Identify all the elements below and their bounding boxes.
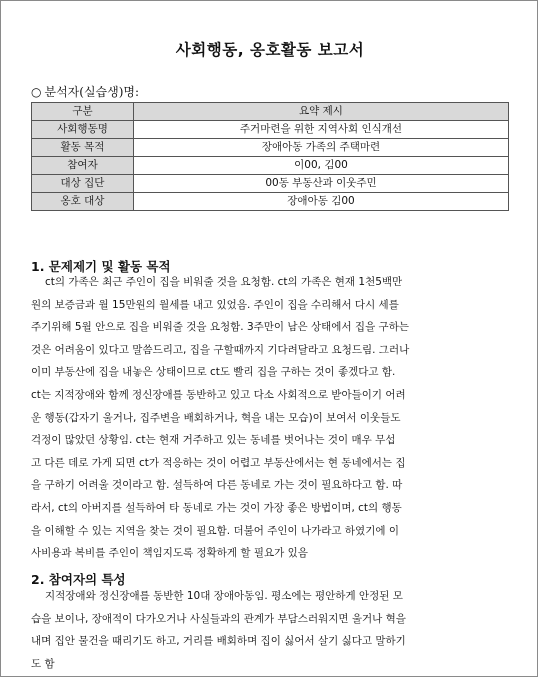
section-2-heading: 2. 참여자의 특성 — [31, 572, 126, 587]
row-label: 사회행동명 — [32, 121, 134, 139]
paragraph-line: ct는 지적장애와 함께 정신장애를 동반하고 있고 다소 사회적으로 받아들이기 어려 — [31, 388, 406, 401]
table-row — [32, 121, 509, 139]
table-row — [32, 175, 509, 193]
row-label: 옹호 대상 — [32, 193, 134, 211]
row-value: 이00, 김00 — [134, 157, 509, 175]
paragraph-line: ct의 가족은 최근 주인이 집을 비워줄 것을 요청함. ct의 가족은 현재 1천5백만 — [45, 276, 403, 288]
paragraph-line: 도 함 — [31, 657, 55, 670]
row-value: 주거마련을 위한 지역사회 인식개선 — [134, 121, 509, 139]
table-header-summary: 요약 제시 — [134, 103, 509, 121]
analyst-label: 분석자(실습생)명: — [44, 85, 140, 99]
section-1-body — [31, 271, 509, 565]
circle-bullet-icon: ○ — [31, 85, 42, 99]
row-label: 대상 집단 — [32, 175, 134, 193]
paragraph-line: 걱정이 많았던 상황임. ct는 현재 거주하고 있는 동네를 벗어나는 것이 매우 무섭 — [31, 434, 396, 447]
paragraph-line: 것은 어려움이 있다고 말씀드리고, 집을 구할때까지 기다려달라고 요청드림. 그러나 — [31, 343, 410, 356]
paragraph-line: 습을 보이나, 장애적이 다가오거나 사실들과의 관계가 부담스러워지면 울거나 혁을 — [31, 612, 406, 625]
paragraph-line: 라서, ct의 아버지를 설득하여 타 동네로 가는 것이 가장 좋은 방법이며, ct의 행동 — [31, 501, 402, 514]
table-header-category: 구분 — [32, 103, 134, 121]
table-row — [32, 139, 509, 157]
table-row — [32, 193, 509, 211]
section-2-body — [31, 585, 509, 675]
summary-table — [31, 102, 509, 211]
paragraph-line: 고 다른 데로 가게 되면 ct가 적응하는 것이 어렵고 부동산에서는 현 동네에서는 집 — [31, 456, 406, 469]
page-title: 사회행동, 옹호활동 보고서 — [175, 41, 365, 59]
table-header-row — [32, 103, 509, 121]
table-row — [32, 157, 509, 175]
row-label: 참여자 — [32, 157, 134, 175]
paragraph-line: 을 이해할 수 있는 지역을 찾는 것이 필요함. 더불어 주인이 나가라고 하였기에 이 — [31, 524, 399, 537]
paragraph-line: 주기위해 5월 안으로 집을 비워줄 것을 요청함. 3주만이 남은 상태에서 집을 구하는 — [31, 321, 409, 334]
paragraph-line: 이미 부동산에 집을 내놓은 상태이므로 ct도 빨리 집을 구하는 것이 좋겠다고 함. — [31, 366, 396, 379]
paragraph-line: 운 행동(갑자기 울거나, 집주변을 배회하거나, 혁을 내는 모습)이 보여서 이웃들도 — [31, 411, 401, 424]
row-value: 00동 부동산과 이웃주민 — [134, 175, 509, 193]
row-value: 장애아동 김00 — [134, 193, 509, 211]
paragraph-line: 내며 집안 물건을 때리기도 하고, 거리를 배회하며 집이 싫어서 살기 싫다고 말하기 — [31, 635, 406, 648]
paragraph-line: 원의 보증금과 월 15만원의 월세를 내고 있었음. 주인이 집을 수리해서 다시 세를 — [31, 298, 399, 311]
paragraph-line: 지적장애와 정신장애를 동반한 10대 장애아동임. 평소에는 평안하게 안정된 모 — [45, 590, 403, 602]
row-value: 장애아동 가족의 주택마련 — [134, 139, 509, 157]
row-label: 활동 목적 — [32, 139, 134, 157]
paragraph-line: 사비용과 복비를 주인이 책임지도록 정확하게 할 필요가 있음 — [31, 547, 308, 560]
analyst-line — [31, 83, 139, 100]
section-1-heading: 1. 문제제기 및 활동 목적 — [31, 259, 171, 274]
paragraph-line: 을 구하기 어려울 것이라고 함. 설득하여 다른 동네로 가는 것이 필요하다고 함. 따 — [31, 479, 403, 492]
